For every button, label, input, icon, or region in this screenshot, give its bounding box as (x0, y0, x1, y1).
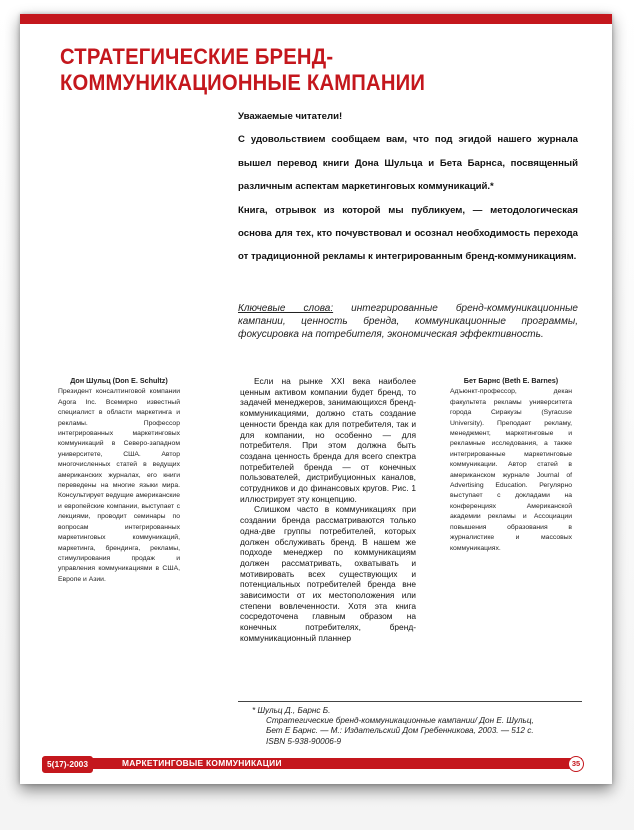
keywords-label: Ключевые слова: (238, 303, 334, 314)
body-paragraph: Слишком часто в коммуникациях при создании бренда рассматриваются только одна-две группы потребителей, которых должен обслуживать бренд. В нашем же подходе менеджер по коммуникациям должен рассматривать, охватывать и мотивировать всех существующих и потенциальных потребителей бренда вне зависимости от их местоположения или степени вовлеченности. Хотя эта книга сосредоточена главным образом на конечных потребителях, бренд-коммуникационный планнер (240, 504, 416, 643)
editorial-intro (238, 105, 578, 269)
intro-paragraph: С удовольствием сообщаем вам, что под эгидой нашего журнала вышел перевод книги Дона Шульца и Бета Барнса, посвященный различным аспектам маркетинговых коммуникаций.* (238, 134, 578, 193)
footnote-line: Бет Е Барнс. — М.: Издательский Дом Гребенникова, 2003. — 512 с. (266, 726, 534, 736)
body-paragraph: Если на рынке XXI века наиболее ценным активом компании будет бренд, то задачей менеджеров, занимающихся бренд-коммуникациями, должно стать создание ценности бренда как для потребителя, так и для компании, но особенно — для потребителя. При этом должна быть создана ценность бренда для всего спектра потребителей бренда — от конечных пользователей, дистрибуционных каналов, сотрудников и до финансовых кругов. Рис. 1 иллюстрирует эту концепцию. (240, 376, 416, 504)
author-description: Президент консалтинговой компании Agora Inc. Всемирно известный специалист в области маркетинга и рекламы. Профессор интегрированных маркетинговых коммуникаций в Северо-западном университете, США. Автор многочисленных статей в ведущих американских журналах, его книги переведены на многие языки мира. Консультирует ведущие американские и европейские компании, выступает с лекциями, проводит семинары по вопросам интегрированных маркетинговых коммуникаций, маркетинга, брендинга, рекламы, стимулирования продаж и управления коммуникациями в США, Европе и Азии. (58, 388, 180, 583)
journal-page (20, 14, 612, 784)
article-body (240, 376, 416, 644)
footnote-line: Стратегические бренд-коммуникационные кампании/ Дон Е. Шульц, (266, 716, 534, 726)
section-label: МАРКЕТИНГОВЫЕ КОММУНИКАЦИИ (122, 758, 282, 768)
intro-paragraph: Книга, отрывок из которой мы публикуем, — методологическая основа для тех, кто почувствовал и осознал необходимость перехода от традиционной рекламы к интегрированным бренд-коммуникациям. (238, 204, 578, 263)
article-title: СТРАТЕГИЧЕСКИЕ БРЕНД-КОММУНИКАЦИОННЫЕ КАМПАНИИ (60, 44, 426, 95)
author-name: Дон Шульц (Don E. Schultz) (70, 376, 168, 385)
author-bio-barnes (450, 376, 572, 554)
footnote-line: ISBN 5-938-90006-9 (266, 736, 342, 746)
page-number: 35 (568, 756, 584, 772)
author-description: Адъюнкт-профессор, декан факультета рекламы университета города Сиракузы (Syracuse University). Преподает рекламу, менеджмент, маркетинговые и рекламные исследования, а также интегрированные маркетинговые коммуникации. Автор статей в американском журнале Journal of Advertising Education. Регулярно выступает с докладами на конференциях Американской академии рекламы и Ассоциации повышения образования в журналистике и массовых коммуникациях. (450, 388, 572, 552)
footnote (252, 706, 592, 747)
keywords-block (238, 302, 578, 341)
footnote-divider (238, 701, 582, 702)
keywords-text: интегрированные бренд-коммуникационные кампании, ценность бренда, коммуникационные программы, фокусировка на потребителя, экономическая эффективность. (238, 303, 578, 340)
intro-greeting: Уважаемые читатели! (238, 111, 343, 122)
author-name: Бет Барнс (Beth E. Barnes) (463, 376, 559, 385)
author-bio-schultz (58, 376, 180, 585)
footnote-line: * Шульц Д., Барнс Б. (252, 706, 331, 715)
issue-number-badge: 5(17)-2003 (42, 756, 93, 773)
top-red-stripe (20, 14, 612, 24)
